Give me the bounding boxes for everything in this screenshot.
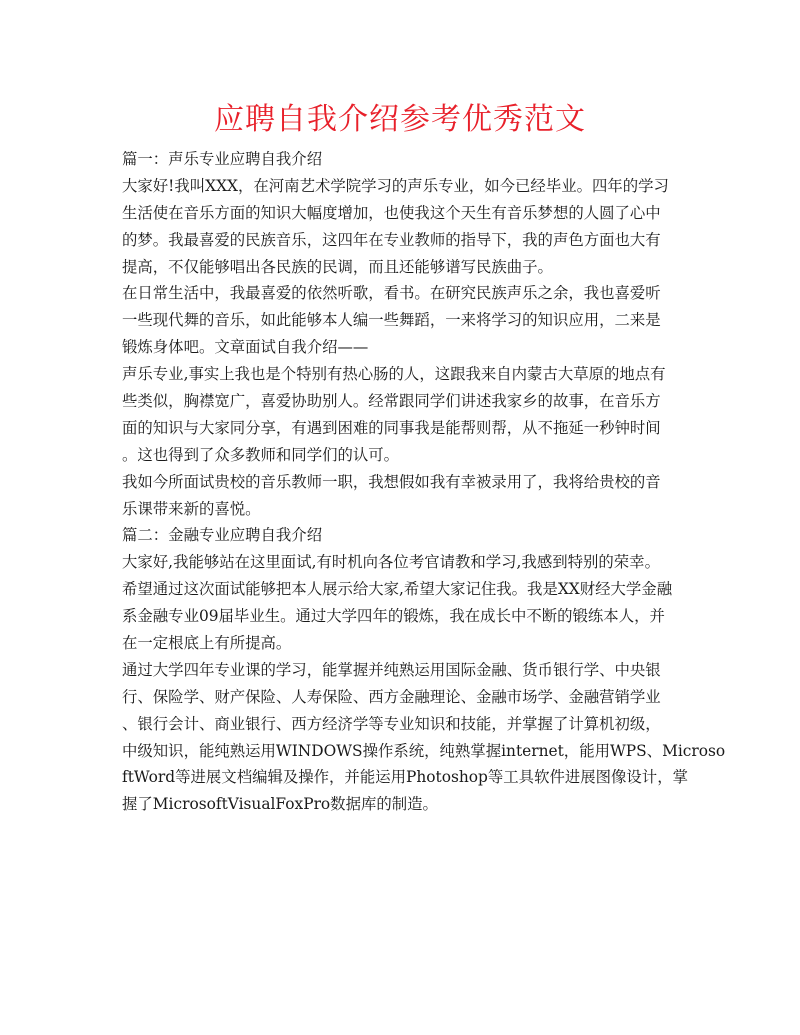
text-line: 提高，不仅能够唱出各民族的民调，而且还能够谱写民族曲子。 xyxy=(122,257,553,276)
text-line: 些类似，胸襟宽广，喜爱协助别人。经常跟同学们讲述我家乡的故事，在音乐方 xyxy=(122,392,661,411)
text-line: 。这也得到了众多教师和同学们的认可。 xyxy=(122,445,400,464)
text-line: 我如今所面试贵校的音乐教师一职，我想假如我有幸被录用了，我将给贵校的音 xyxy=(122,472,661,491)
text-line: 、银行会计、商业银行、西方经济学等专业知识和技能，并掌握了计算机初级， xyxy=(122,714,661,733)
text-line: 希望通过这次面试能够把本人展示给大家,希望大家记住我。我是XX财经大学金融 xyxy=(122,580,673,599)
text-line: 中级知识，能纯熟运用WINDOWS操作系统，纯熟掌握internet，能用WPS、Microso xyxy=(122,741,726,760)
text-line: 握了MicrosoftVisualFoxPro数据库的制造。 xyxy=(122,795,438,814)
text-line: 在一定根底上有所提高。 xyxy=(122,634,292,653)
text-line: 系金融专业09届毕业生。通过大学四年的锻炼，我在成长中不断的锻练本人，并 xyxy=(122,607,665,626)
text-line: 大家好,我能够站在这里面试,有时机向各位考官请教和学习,我感到特别的荣幸。 xyxy=(122,553,660,572)
text-line: 大家好!我叫XXX，在河南艺术学院学习的声乐专业，如今已经毕业。四年的学习 xyxy=(122,176,669,195)
document-body xyxy=(122,146,726,818)
document-title: 应聘自我介绍参考优秀范文 xyxy=(214,102,586,137)
text-line: 通过大学四年专业课的学习，能掌握并纯熟运用国际金融、货币银行学、中央银 xyxy=(122,660,661,679)
text-line: 生活使在音乐方面的知识大幅度增加，也使我这个天生有音乐梦想的人圆了心中 xyxy=(122,203,661,222)
text-line: 声乐专业,事实上我也是个特别有热心肠的人，这跟我来自内蒙古大草原的地点有 xyxy=(122,365,666,384)
text-line: 在日常生活中，我最喜爱的依然听歌，看书。在研究民族声乐之余，我也喜爱听 xyxy=(122,284,661,303)
heading-section-2: 篇二：金融专业应聘自我介绍 xyxy=(122,526,323,545)
text-line: 的梦。我最喜爱的民族音乐，这四年在专业教师的指导下，我的声色方面也大有 xyxy=(122,230,661,249)
text-line: 面的知识与大家同分享，有遇到困难的同事我是能帮则帮，从不拖延一秒钟时间 xyxy=(122,418,661,437)
text-line: 行、保险学、财产保险、人寿保险、西方金融理论、金融市场学、金融营销学业 xyxy=(122,687,661,706)
heading-section-1: 篇一：声乐专业应聘自我介绍 xyxy=(122,150,323,168)
text-line: 锻炼身体吧。文章面试自我介绍—— xyxy=(122,338,369,357)
text-line: 一些现代舞的音乐，如此能够本人编一些舞蹈，一来将学习的知识应用，二来是 xyxy=(122,311,661,330)
text-line: 乐课带来新的喜悦。 xyxy=(122,499,261,518)
text-line: ftWord等进展文档编辑及操作，并能运用Photoshop等工具软件进展图像设计，掌 xyxy=(122,768,688,787)
